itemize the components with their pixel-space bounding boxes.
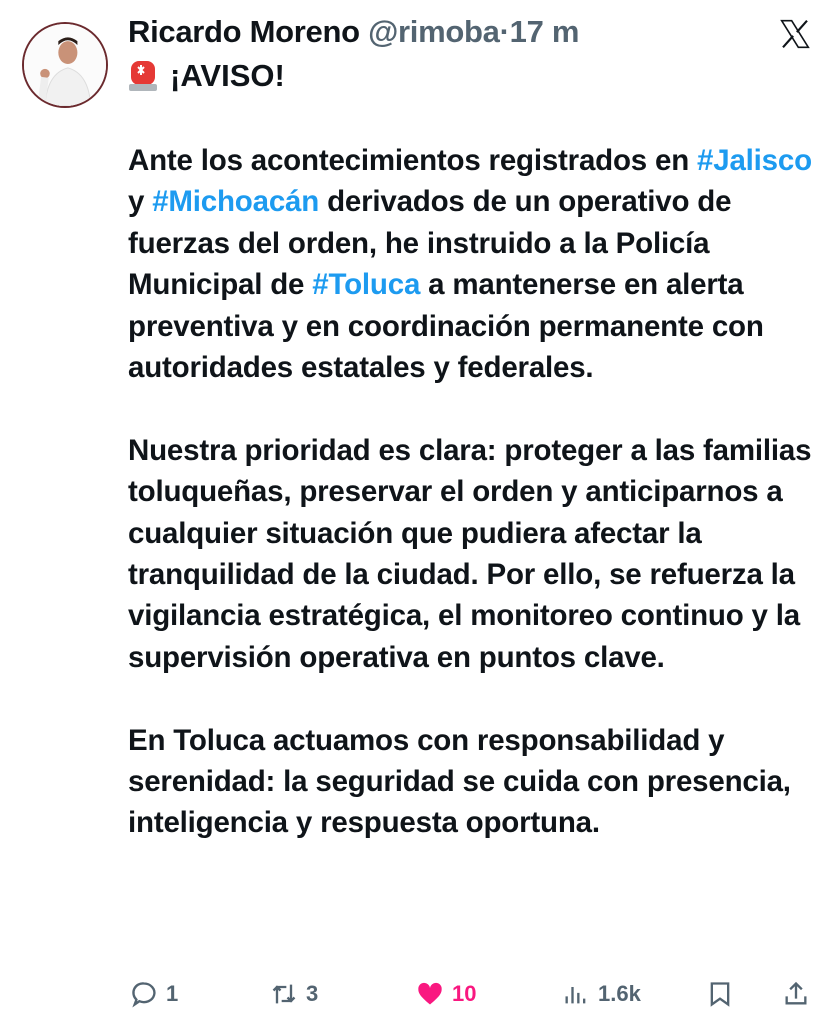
tweet-header (128, 14, 579, 50)
repost-count: 3 (306, 981, 319, 1006)
tweet-paragraph (128, 140, 818, 388)
reply-button[interactable] (130, 980, 178, 1008)
repost-button[interactable] (270, 980, 318, 1008)
share-button[interactable] (782, 980, 810, 1008)
tweet-text: y (128, 185, 153, 219)
tweet-paragraph (128, 430, 818, 678)
author-name[interactable]: Ricardo Moreno (128, 14, 360, 49)
like-count: 10 (452, 981, 477, 1006)
tweet-paragraph (128, 720, 818, 844)
avatar[interactable] (22, 22, 108, 108)
hashtag-link[interactable]: #Jalisco (697, 144, 812, 177)
views-chart-icon (562, 980, 590, 1008)
title-text: ¡AVISO! (170, 58, 285, 93)
tweet-text: Ante los acontecimientos registrados en (128, 144, 698, 177)
separator: · (499, 14, 510, 49)
profile-photo (24, 24, 106, 106)
bookmark-icon (706, 980, 734, 1008)
hashtag-link[interactable]: #Michoacán (152, 185, 320, 219)
hashtag-link[interactable]: #Toluca (312, 268, 421, 302)
tweet-body (128, 140, 818, 885)
reply-count: 1 (166, 981, 179, 1006)
tweet-text: En Toluca actuamos con responsabilidad y serenidad: la seguridad se cuida con presencia, inteligencia y respuesta oportuna. (128, 723, 791, 840)
view-count: 1.6k (598, 981, 641, 1006)
timestamp[interactable]: 17 m (509, 14, 580, 49)
repost-icon (270, 980, 298, 1008)
views-button[interactable] (562, 980, 641, 1008)
tweet-text: Nuestra prioridad es clara: proteger a las familias toluqueñas, preservar el orden y anticiparnos a cualquier situación que pudiera afectar la tranquilidad de la ciudad. Por ello, se refuerza la vigilancia estratégica, el monitoreo continuo y la supervisión operativa en puntos clave. (128, 433, 812, 674)
x-logo-icon (778, 18, 812, 50)
action-bar (0, 974, 831, 1018)
bookmark-button[interactable] (706, 980, 734, 1008)
reply-icon (130, 980, 158, 1008)
siren-icon (128, 59, 158, 93)
tweet-text: derivados de un operativo de fuerzas del orden, he instruido a la Policía Municipal de (128, 185, 732, 302)
author-handle[interactable]: @rimoba (368, 14, 500, 49)
heart-filled-icon (416, 980, 444, 1008)
tweet-text: a mantenerse en alerta preventiva y en coordinación permanente con autoridades estatales y federales. (128, 268, 764, 385)
like-button[interactable] (416, 980, 476, 1008)
tweet-title (128, 58, 285, 94)
share-icon (782, 980, 810, 1008)
